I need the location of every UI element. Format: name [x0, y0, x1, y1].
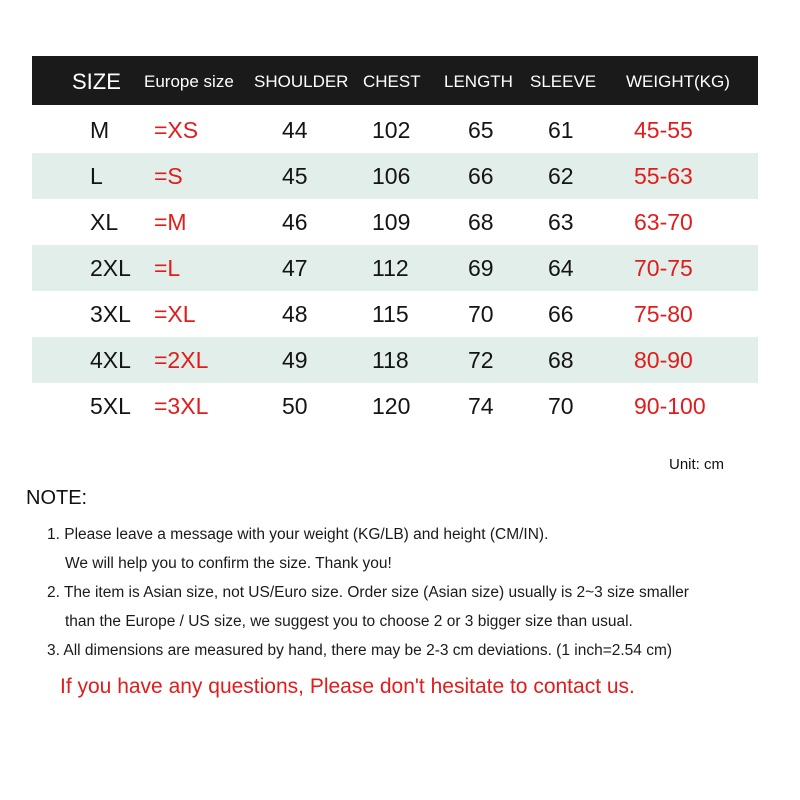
cell-sleeve: 61	[548, 117, 574, 143]
cell-size: 5XL	[90, 393, 131, 419]
cell-chest: 115	[372, 301, 409, 327]
cell-europe-size: =L	[154, 255, 181, 281]
cell-sleeve: 66	[548, 301, 574, 327]
note-line: 2. The item is Asian size, not US/Euro size. Order size (Asian size) usually is 2~3 size smaller	[47, 584, 689, 601]
cell-weight: 45-55	[634, 117, 693, 143]
unit-label: Unit: cm	[669, 456, 725, 473]
table-row	[32, 199, 758, 245]
cell-length: 72	[468, 347, 494, 373]
cell-shoulder: 47	[282, 255, 308, 281]
table-row	[32, 383, 758, 429]
cell-weight: 70-75	[634, 255, 693, 281]
cell-length: 70	[468, 301, 494, 327]
cell-sleeve: 62	[548, 163, 574, 189]
cell-shoulder: 46	[282, 209, 308, 235]
cell-shoulder: 48	[282, 301, 308, 327]
cell-length: 69	[468, 255, 494, 281]
cell-length: 66	[468, 163, 494, 189]
cell-shoulder: 44	[282, 117, 308, 143]
table-row	[32, 153, 758, 199]
cell-shoulder: 49	[282, 347, 308, 373]
header-length: LENGTH	[444, 72, 513, 91]
cell-weight: 55-63	[634, 163, 693, 189]
cell-chest: 120	[372, 393, 411, 419]
cell-length: 65	[468, 117, 494, 143]
cell-chest: 102	[372, 117, 411, 143]
cell-weight: 80-90	[634, 347, 693, 373]
cell-europe-size: =3XL	[154, 393, 209, 419]
cell-chest: 109	[372, 209, 411, 235]
note-line: 3. All dimensions are measured by hand, there may be 2-3 cm deviations. (1 inch=2.54 cm)	[47, 642, 673, 659]
cell-europe-size: =XL	[154, 301, 196, 327]
note-line: 1. Please leave a message with your weight (KG/LB) and height (CM/IN).	[47, 526, 549, 543]
note-line: than the Europe / US size, we suggest you to choose 2 or 3 bigger size than usual.	[65, 613, 633, 630]
header-chest: CHEST	[363, 72, 421, 91]
cell-size: L	[90, 163, 103, 189]
cell-length: 68	[468, 209, 494, 235]
size-table-header	[32, 56, 758, 105]
header-shoulder: SHOULDER	[254, 72, 349, 91]
header-europe-size: Europe size	[144, 72, 234, 91]
note-line: We will help you to confirm the size. Thank you!	[65, 555, 392, 572]
cell-length: 74	[468, 393, 494, 419]
cell-sleeve: 70	[548, 393, 574, 419]
cell-size: 3XL	[90, 301, 131, 327]
cell-size: XL	[90, 209, 119, 235]
cell-europe-size: =XS	[154, 117, 199, 143]
table-row	[32, 291, 758, 337]
cell-shoulder: 50	[282, 393, 308, 419]
cell-shoulder: 45	[282, 163, 308, 189]
cell-europe-size: =2XL	[154, 347, 209, 373]
cell-europe-size: =M	[154, 209, 187, 235]
cell-sleeve: 68	[548, 347, 574, 373]
header-sleeve: SLEEVE	[530, 72, 597, 91]
cell-size: 2XL	[90, 255, 131, 281]
header-weight: WEIGHT(KG)	[626, 72, 730, 91]
cell-weight: 75-80	[634, 301, 693, 327]
table-row	[32, 337, 758, 383]
cell-size: M	[90, 117, 110, 143]
note-title: NOTE:	[26, 487, 88, 509]
cell-sleeve: 64	[548, 255, 574, 281]
cell-chest: 118	[372, 347, 409, 373]
table-row	[32, 107, 758, 153]
contact-message: If you have any questions, Please don't hesitate to contact us.	[60, 675, 635, 698]
table-row	[32, 245, 758, 291]
cell-chest: 106	[372, 163, 411, 189]
cell-europe-size: =S	[154, 163, 183, 189]
cell-size: 4XL	[90, 347, 131, 373]
cell-sleeve: 63	[548, 209, 574, 235]
cell-weight: 90-100	[634, 393, 706, 419]
header-size: SIZE	[72, 69, 121, 94]
cell-chest: 112	[372, 255, 409, 281]
cell-weight: 63-70	[634, 209, 693, 235]
